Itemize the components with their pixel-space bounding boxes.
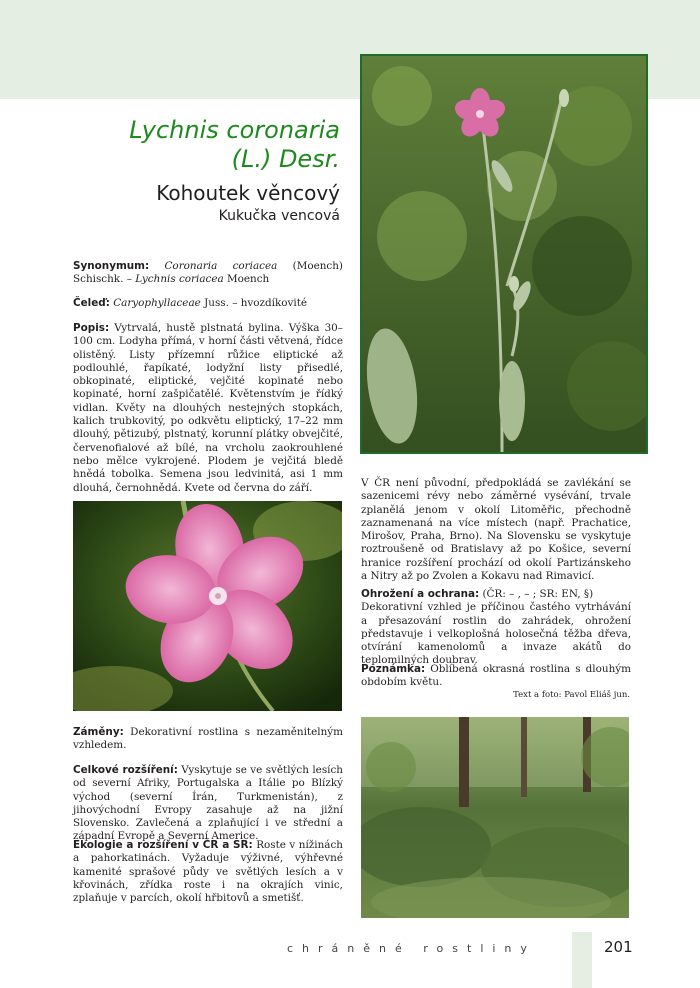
flower-closeup-photo <box>73 501 342 711</box>
distribution-label: Celkové rozšíření: <box>73 764 178 776</box>
distribution-text: Vyskytuje se ve světlých lesích od severní Afriky, Portugalska a Itálie po Blízký východ (severní Írán, Turkmenistán), z jihovýchodní Evropy zasahuje až na jižní Slovensko. Zavlečená a zplaňující i ve střední a západní Evropě a Severní Americe. <box>73 764 343 843</box>
distribution-paragraph <box>73 764 343 844</box>
czech-name: Kohoutek věncový <box>156 181 340 205</box>
note-paragraph <box>361 663 631 690</box>
photo-credit: Text a foto: Pavol Eliáš jun. <box>513 690 630 700</box>
synonym-1-author: (Moench) Schischk. <box>73 260 343 286</box>
description-label: Popis: <box>73 322 110 334</box>
latin-name-line1: Lychnis coronaria <box>129 116 340 144</box>
habitat-photo <box>361 717 629 918</box>
page-number: 201 <box>604 938 633 956</box>
ecology-text: Roste v nížinách a pahorkatinách. Vyžaduje výživné, výhřevné kamenité sprašové půdy ve světlých lesích a v křovinách, zřídka roste i na okrajích vinic, zplaňuje v parcích, okolí hřbitovů a smetišť. <box>73 839 343 905</box>
series-title: chráněné rostliny <box>287 942 536 955</box>
family-paragraph <box>73 297 343 310</box>
description-paragraph <box>73 322 343 495</box>
cz-status-paragraph <box>361 477 631 583</box>
threat-label: Ohrožení a ochrana: <box>361 588 480 600</box>
description-text: Vytrvalá, hustě plstnatá bylina. Výška 30–100 cm. Lodyha přímá, v horní části větvená, řídce olistěný. Listy přízemní růžice eliptické až podlouhlé, řapíkaté, lodyžní listy přisedlé, obkopinaté, eliptické, vejčité kopinaté nebo kopinaté, horní zašpičatělé. Květenstvím je řídký vidlan. Květy na dlouhých nestejných stopkách, kalich trubkovitý, po odkvětu eliptický, 17–22 mm dlouhý, pětizubý, plstnatý, korunní plátky obvejčité, červenofialové až bílé, na vrcholu zaokrouhlené nebo mělce vykrojené. Plodem je vejčitá bledě hnědá tobolka. Semena jsou ledvinitá, asi 1 mm dlouhá, černohnědá. Kvete od června do září. <box>73 322 343 494</box>
threat-codes: (ČR: – , – ; SR: EN, §) <box>479 588 594 600</box>
synonyms-label: Synonymum: <box>73 260 150 272</box>
family-rest: Juss. – hvozdíkovité <box>200 297 308 309</box>
family-label: Čeleď: <box>73 297 110 309</box>
ecology-label: Ekologie a rozšíření v ČR a SR: <box>73 839 253 851</box>
synonym-2-name: Lychnis coriacea <box>135 273 224 286</box>
note-label: Poznámka: <box>361 663 426 675</box>
ecology-paragraph <box>73 839 343 905</box>
uses-paragraph <box>73 726 343 753</box>
slovak-name: Kukučka vencová <box>218 208 340 224</box>
species-title <box>20 116 340 225</box>
plant-habitus-photo <box>360 54 648 454</box>
synonym-separator: – <box>126 273 136 286</box>
synonyms-paragraph <box>73 260 343 287</box>
footer-band <box>572 932 592 988</box>
synonym-1-name: Coronaria coriacea <box>164 260 278 272</box>
uses-text: Dekorativní rostlina s nezaměnitelným vzhledem. <box>73 726 343 752</box>
family-name: Caryophyllaceae <box>113 297 201 309</box>
latin-name-line2: (L.) Desr. <box>231 145 340 173</box>
threat-paragraph <box>361 588 631 668</box>
synonym-2-author: Moench <box>223 273 270 286</box>
uses-label: Záměny: <box>73 726 124 738</box>
threat-text: Dekorativní vzhled je příčinou častého vytrhávání a přesazování rostlin do zahrádek, ohrožení představuje i velkoplošná holosečná těžba dřeva, otvírání kamenolomů a invaze akátů do teplomilných doubrav. <box>361 601 631 667</box>
note-text: Oblíbená okrasná rostlina s dlouhým obdobím květu. <box>361 663 631 689</box>
cz-status-text: V ČR není původní, předpokládá se zavlékání se sazenicemi révy nebo záměrné vysévání, trvale zplanělá jenom v okolí Litoměřic, přechodně zaznamenaná na více místech (např. Prachatice, Mirošov, Praha, Brno). Na Slovensku se vyskytuje roztroušeně od Bratislavy až po Košice, severní hranice rozšíření prochází od okolí Partizánskeho a Nitry až po Zvolen a Kokavu nad Rimavicí. <box>361 477 631 583</box>
